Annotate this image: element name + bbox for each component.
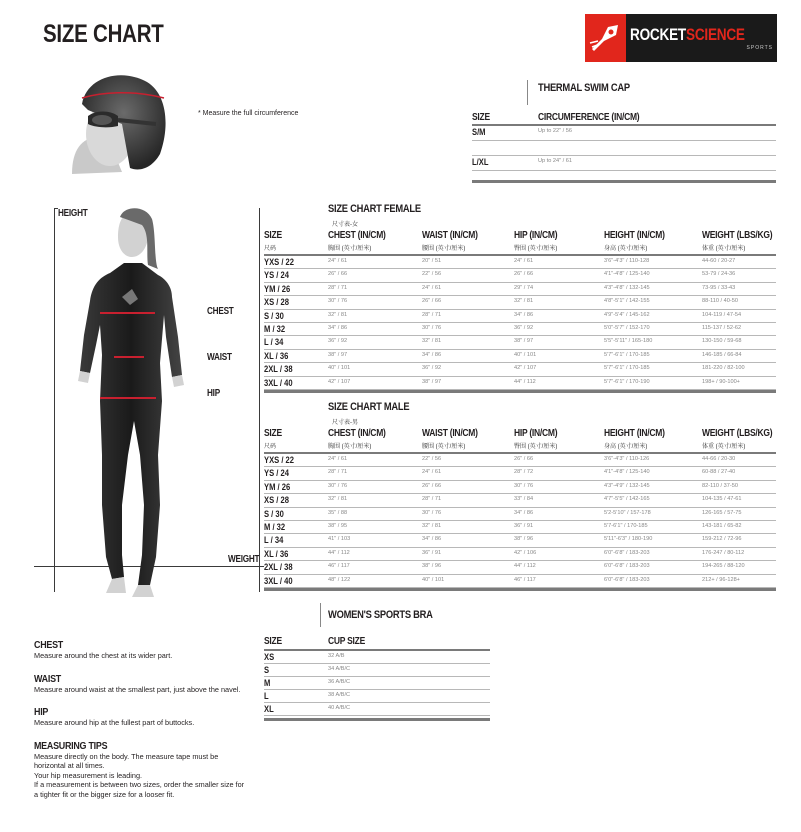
value-cell: 44-60 / 20-27 (702, 258, 736, 264)
value-cell: 53-79 / 24-36 (702, 271, 736, 278)
value-cell: 4'9"-5'4" / 145-162 (604, 311, 650, 318)
cap-header-circumference: CIRCUMFERENCE (IN/CM) (538, 112, 640, 123)
male-subtitle: 尺寸表-男 (332, 420, 358, 426)
value-cell: 30" / 76 (328, 482, 348, 489)
note-text-chest: Measure around the chest at its wider part. (34, 651, 173, 660)
value-cell: 44" / 112 (514, 563, 536, 570)
value-cell: 3'6"-4'3" / 110-126 (604, 456, 650, 462)
weight-label: WEIGHT (228, 554, 260, 565)
value-cell: 36" / 92 (422, 365, 442, 372)
value-cell: 198+ / 90-100+ (702, 378, 740, 385)
table-row: L/XL Up to 24" / 61 (472, 156, 776, 171)
female-header-cn-2: 腰围 (英寸/厘米) (422, 246, 466, 252)
male-header-2: WAIST (IN/CM) (422, 428, 478, 439)
table-row: S/M Up to 22" / 56 (472, 126, 776, 141)
value-cell: 34" / 86 (328, 325, 348, 331)
hip-label: HIP (207, 388, 220, 399)
bra-divider (320, 603, 321, 627)
value-cell: 32" / 81 (422, 523, 442, 529)
size-cell: 3XL / 40 (264, 575, 293, 587)
table-row (264, 336, 776, 349)
note-heading-waist: WAIST (34, 672, 61, 685)
value-cell: 36" / 92 (328, 338, 348, 345)
female-header-5: WEIGHT (LBS/KG) (702, 230, 773, 241)
cap-title: THERMAL SWIM CAP (538, 82, 630, 94)
size-cell: YXS / 22 (264, 455, 294, 466)
female-subtitle: 尺寸表-女 (332, 222, 358, 228)
value-cell: 30" / 76 (328, 298, 348, 305)
chest-measure-line (100, 312, 155, 314)
value-cell: 6'0"-6'8" / 183-203 (604, 549, 650, 556)
note-text-tips: Measure directly on the body. The measure tape must be horizontal at all times. Your hip measurement is leading. If a measurement is between two sizes, order the smaller size for a tighter fit or the bigger size for a looser fit. (34, 751, 245, 799)
male-title: SIZE CHART MALE (328, 401, 410, 413)
value-cell: 42" / 106 (514, 549, 537, 556)
size-cell: YS / 24 (264, 468, 289, 480)
value-cell: 181-220 / 82-100 (702, 365, 745, 372)
bra-header-size: SIZE (264, 636, 282, 647)
value-cell: 22" / 56 (422, 456, 442, 462)
value-cell: 33" / 84 (514, 496, 534, 503)
swim-cap-photo (52, 64, 180, 186)
value-cell: 34" / 86 (514, 311, 534, 318)
value-cell: 22" / 56 (422, 271, 442, 278)
table-row (264, 508, 776, 521)
chest-label: CHEST (207, 306, 234, 317)
value-cell: 46" / 117 (514, 576, 536, 583)
value-cell: 4'1"-4'8" / 125-140 (604, 271, 650, 278)
value-cell: 28" / 71 (422, 496, 442, 503)
female-header-3: HIP (IN/CM) (514, 230, 558, 241)
table-row: M 36 A/B/C (264, 677, 490, 690)
value-cell: 5'2-5'10" / 157-178 (604, 509, 651, 516)
size-cell: L / 34 (264, 337, 284, 349)
value-cell: 46" / 117 (328, 563, 350, 570)
value-cell: 34" / 86 (422, 536, 442, 543)
value-cell: 194-265 / 88-120 (702, 563, 745, 570)
value-cell: 146-185 / 66-84 (702, 351, 742, 358)
value-cell: 42" / 107 (328, 378, 351, 385)
value-cell: 34" / 86 (514, 509, 534, 516)
value-cell: 36" / 92 (514, 325, 534, 331)
male-header-cn-4: 身高 (英寸/厘米) (604, 444, 648, 450)
value-cell: 38" / 97 (328, 351, 348, 358)
value-cell: 4'1"-4'8" / 125-140 (604, 469, 650, 476)
value-cell: 32" / 81 (422, 338, 442, 345)
female-header-cn-4: 身高 (英寸/厘米) (604, 246, 648, 252)
value-cell: 126-165 / 57-75 (702, 509, 742, 516)
table-row (264, 575, 776, 588)
bra-title: WOMEN'S SPORTS BRA (328, 609, 433, 621)
male-header-cn-2: 腰围 (英寸/厘米) (422, 444, 466, 450)
value-cell: 26" / 66 (514, 456, 534, 462)
table-row (264, 521, 776, 534)
male-header-cn-0: 尺码 (264, 444, 277, 450)
size-cell: 3XL / 40 (264, 377, 293, 389)
value-cell: 82-110 / 37-50 (702, 482, 738, 489)
value-cell: 4'7"-5'5" / 142-165 (604, 496, 650, 503)
male-header-3: HIP (IN/CM) (514, 428, 558, 439)
value-cell: 24" / 61 (422, 284, 442, 291)
value-cell: 38" / 95 (328, 523, 348, 529)
value-cell: 32" / 81 (514, 298, 534, 305)
female-header-1: CHEST (IN/CM) (328, 230, 386, 241)
female-header-2: WAIST (IN/CM) (422, 230, 478, 241)
note-text-waist: Measure around waist at the smallest part, just above the navel. (34, 684, 241, 694)
male-header-0: SIZE (264, 428, 282, 439)
value-cell: 4'3"-4'8" / 132-145 (604, 284, 650, 291)
value-cell: 35" / 88 (328, 509, 348, 516)
male-header-cn-3: 臀围 (英寸/厘米) (514, 444, 558, 450)
value-cell: 88-110 / 40-50 (702, 298, 738, 305)
value-cell: 20" / 51 (422, 258, 442, 264)
brand-wordmark: ROCKETSCIENCE (629, 25, 745, 44)
value-cell: 28" / 71 (328, 284, 348, 291)
value-cell: 73-95 / 33-43 (702, 284, 736, 291)
value-cell: 28" / 72 (514, 469, 534, 476)
value-cell: 6'0"-6'8" / 183-203 (604, 576, 650, 583)
note-heading-tips: MEASURING TIPS (34, 739, 108, 752)
value-cell: 30" / 76 (422, 509, 442, 516)
size-cell: 2XL / 38 (264, 562, 293, 574)
value-cell: 159-212 / 72-96 (702, 536, 742, 543)
brand-logo (585, 14, 777, 62)
height-label: HEIGHT (58, 208, 88, 219)
note-heading-chest: CHEST (34, 639, 63, 651)
size-cell: XL / 36 (264, 350, 289, 362)
value-cell: 42" / 107 (514, 365, 537, 372)
table-row (264, 534, 776, 547)
male-header-5: WEIGHT (LBS/KG) (702, 428, 773, 439)
value-cell: 40" / 101 (514, 351, 537, 358)
value-cell: 32" / 81 (328, 496, 348, 503)
value-cell: 48" / 122 (328, 576, 351, 583)
table-row (264, 548, 776, 561)
value-cell: 30" / 76 (422, 325, 442, 331)
male-bottom-rule (264, 588, 776, 591)
value-cell: 38" / 96 (514, 536, 534, 543)
value-cell: 4'3"-4'9" / 132-145 (604, 482, 650, 489)
value-cell: 44-66 / 20-30 (702, 456, 736, 462)
size-cell: M / 32 (264, 522, 286, 533)
value-cell: 5'7"-6'1" / 170-185 (604, 365, 650, 372)
value-cell: 26" / 66 (422, 482, 442, 489)
waist-label: WAIST (207, 352, 232, 363)
table-row: XL 40 A/B/C (264, 703, 490, 716)
value-cell: 38" / 97 (422, 378, 442, 385)
wetsuit-model-photo (60, 205, 210, 600)
value-cell: 60-88 / 27-40 (702, 469, 736, 476)
size-cell: S / 30 (264, 508, 284, 520)
value-cell: 36" / 91 (514, 523, 534, 529)
value-cell: 176-247 / 80-112 (702, 549, 745, 556)
value-cell: 115-137 / 52-62 (702, 325, 742, 331)
value-cell: 24" / 61 (328, 258, 348, 264)
value-cell: 5'5"-5'11" / 165-180 (604, 338, 653, 345)
cap-bottom-rule (472, 180, 776, 183)
female-title: SIZE CHART FEMALE (328, 203, 421, 215)
size-cell: YM / 26 (264, 481, 291, 493)
waist-measure-line (114, 356, 144, 358)
cap-header-size: SIZE (472, 112, 490, 123)
table-row (264, 323, 776, 336)
size-cell: YXS / 22 (264, 257, 294, 268)
value-cell: 26" / 66 (328, 271, 348, 278)
table-row (264, 310, 776, 323)
value-cell: 104-135 / 47-61 (702, 496, 742, 503)
value-cell: 26" / 66 (514, 271, 534, 278)
value-cell: 44" / 112 (514, 378, 536, 385)
value-cell: 143-181 / 65-82 (702, 523, 742, 529)
page-title: SIZE CHART (43, 20, 164, 48)
rocket-icon (585, 14, 626, 62)
size-cell: XL / 36 (264, 548, 289, 560)
table-row (264, 454, 776, 467)
value-cell: 29" / 74 (514, 284, 534, 291)
table-row (264, 481, 776, 494)
size-cell: 2XL / 38 (264, 364, 293, 376)
table-row: XS 32 A/B (264, 651, 490, 664)
table-row (264, 377, 776, 390)
measurement-notes (34, 637, 249, 811)
value-cell: 104-119 / 47-54 (702, 311, 742, 318)
value-cell: 3'6"-4'3" / 110-128 (604, 258, 650, 264)
value-cell: 34" / 86 (422, 351, 442, 358)
male-header-cn-5: 体重 (英寸/厘米) (702, 444, 746, 450)
male-header-1: CHEST (IN/CM) (328, 428, 386, 439)
note-text-hip: Measure around hip at the fullest part of buttocks. (34, 718, 195, 727)
table-row (264, 350, 776, 363)
value-cell: 24" / 61 (514, 258, 534, 264)
table-row: S 34 A/B/C (264, 664, 490, 677)
table-row (264, 467, 776, 480)
value-cell: 130-150 / 59-68 (702, 338, 742, 345)
size-cell: M / 32 (264, 324, 286, 335)
value-cell: 5'11"-6'3" / 180-190 (604, 536, 653, 543)
bra-header-cup: CUP SIZE (328, 636, 366, 647)
table-row (264, 256, 776, 269)
table-row (264, 296, 776, 309)
size-cell: YS / 24 (264, 270, 289, 282)
female-header-cn-0: 尺码 (264, 246, 277, 252)
male-header-4: HEIGHT (IN/CM) (604, 428, 665, 439)
cap-divider (527, 80, 528, 105)
female-bottom-rule (264, 390, 776, 393)
weight-guide-line (259, 208, 260, 592)
value-cell: 24" / 61 (328, 456, 348, 462)
size-cell: S / 30 (264, 310, 284, 322)
value-cell: 26" / 66 (422, 298, 442, 305)
female-header-cn-1: 胸围 (英寸/厘米) (328, 246, 372, 252)
value-cell: 212+ / 96-128+ (702, 576, 740, 583)
hip-measure-line (100, 397, 156, 399)
value-cell: 40" / 101 (422, 576, 445, 583)
value-cell: 44" / 112 (328, 549, 350, 556)
bra-bottom-rule (264, 718, 490, 721)
value-cell: 5'7"-6'1" / 170-185 (604, 351, 650, 358)
value-cell: 4'8"-5'1" / 142-155 (604, 298, 650, 305)
value-cell: 24" / 61 (422, 469, 442, 476)
value-cell: 32" / 81 (328, 311, 348, 318)
value-cell: 6'0"-6'8" / 183-203 (604, 563, 650, 570)
value-cell: 28" / 71 (422, 311, 442, 318)
value-cell: 5'7-6'1" / 170-185 (604, 523, 648, 529)
value-cell: 41" / 103 (328, 536, 351, 543)
size-cell: YM / 26 (264, 283, 291, 295)
note-heading-hip: HIP (34, 706, 49, 718)
female-header-cn-5: 体重 (英寸/厘米) (702, 246, 746, 252)
table-row (264, 363, 776, 376)
female-header-4: HEIGHT (IN/CM) (604, 230, 665, 241)
table-row (264, 494, 776, 507)
cap-note: * Measure the full circumference (198, 110, 299, 117)
female-header-0: SIZE (264, 230, 282, 241)
value-cell: 36" / 91 (422, 549, 442, 556)
value-cell: 38" / 97 (514, 338, 534, 345)
table-row: L 38 A/B/C (264, 690, 490, 703)
value-cell: 28" / 71 (328, 469, 348, 476)
value-cell: 40" / 101 (328, 365, 351, 372)
value-cell: 38" / 96 (422, 563, 442, 570)
size-cell: L / 34 (264, 535, 284, 547)
table-row (472, 141, 776, 156)
size-cell: XS / 28 (264, 495, 289, 507)
value-cell: 5'7"-6'1" / 170-190 (604, 378, 650, 385)
table-row (264, 283, 776, 296)
brand-sub: SPORTS (746, 45, 773, 51)
table-row (264, 561, 776, 574)
value-cell: 5'0"-5'7" / 152-170 (604, 325, 650, 331)
table-row (264, 269, 776, 282)
size-cell: XS / 28 (264, 297, 289, 309)
value-cell: 30" / 76 (514, 482, 534, 489)
height-guide-line (54, 208, 55, 592)
male-header-cn-1: 胸围 (英寸/厘米) (328, 444, 372, 450)
female-header-cn-3: 臀围 (英寸/厘米) (514, 246, 558, 252)
